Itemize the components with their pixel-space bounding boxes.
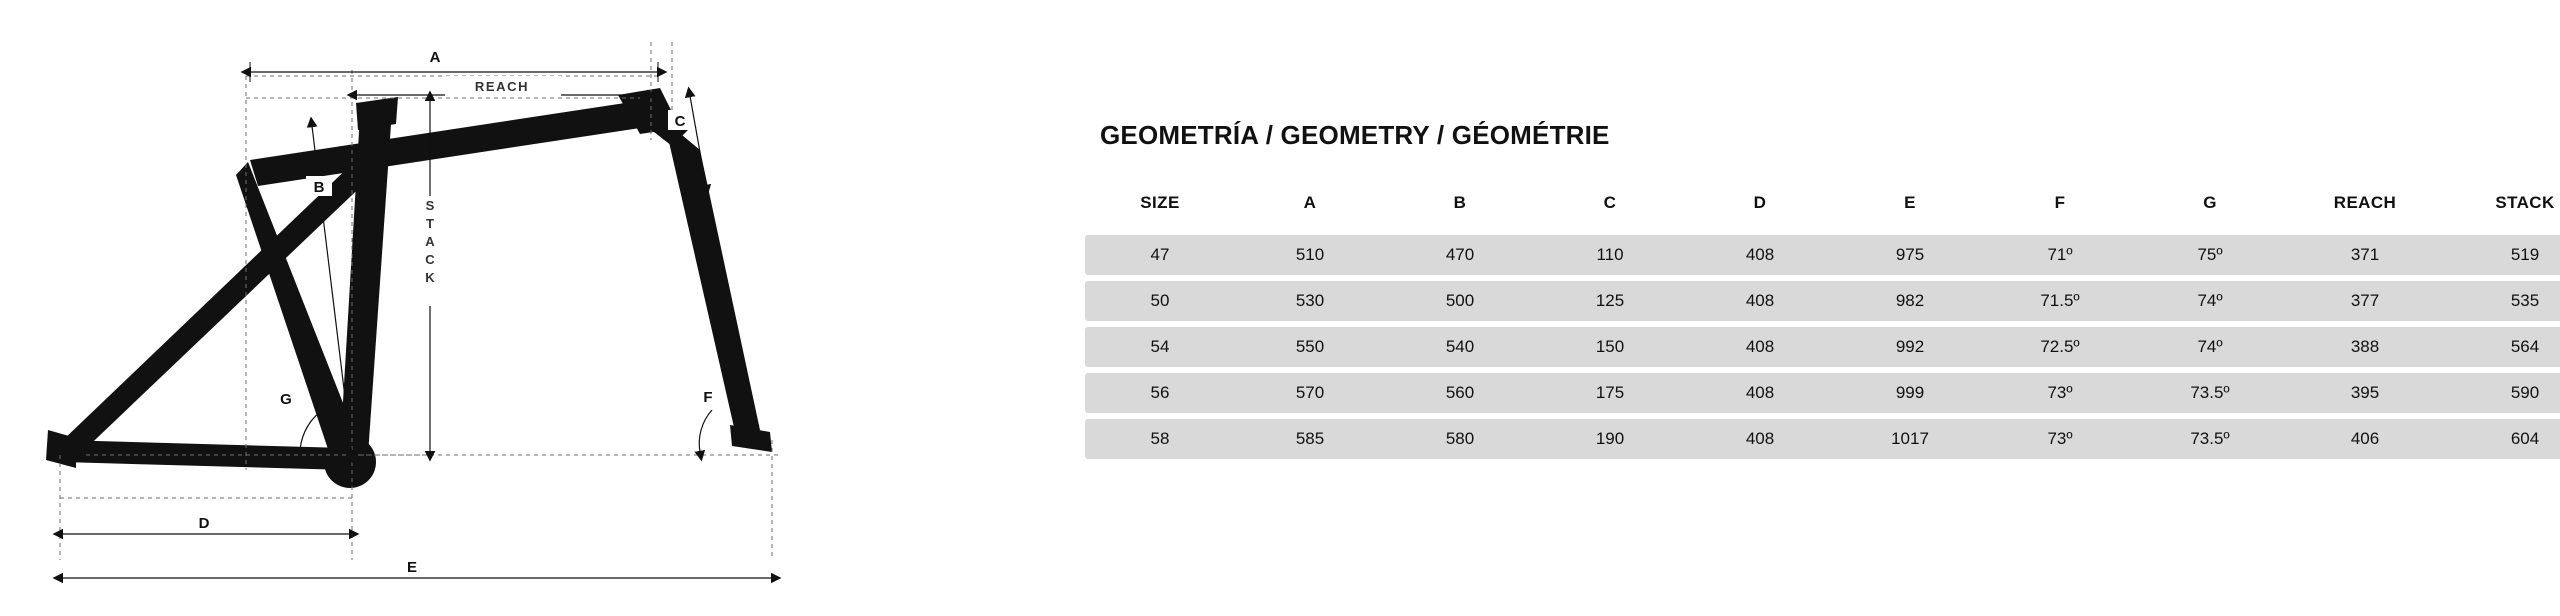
cell-size: 47 — [1085, 235, 1235, 275]
dimension-e — [62, 556, 772, 578]
cell-reach: 377 — [2285, 281, 2445, 321]
cell-f: 73º — [1985, 419, 2135, 459]
cell-b: 540 — [1385, 327, 1535, 367]
cell-g: 73.5º — [2135, 419, 2285, 459]
dimension-label-d: D — [198, 515, 210, 532]
cell-stack: 564 — [2445, 327, 2560, 367]
cell-e: 999 — [1835, 373, 1985, 413]
cell-e: 982 — [1835, 281, 1985, 321]
cell-stack: 604 — [2445, 419, 2560, 459]
dimension-label-b: B — [313, 179, 325, 196]
cell-c: 175 — [1535, 373, 1685, 413]
geometry-table — [1085, 187, 2560, 465]
cell-d: 408 — [1685, 235, 1835, 275]
frame-geometry-diagram — [0, 0, 1060, 616]
cell-a: 530 — [1235, 281, 1385, 321]
cell-f: 71.5º — [1985, 281, 2135, 321]
cell-reach: 371 — [2285, 235, 2445, 275]
cell-c: 125 — [1535, 281, 1685, 321]
cell-c: 110 — [1535, 235, 1685, 275]
dimension-label-e: E — [406, 559, 418, 576]
cell-a: 570 — [1235, 373, 1385, 413]
column-header-a: A — [1303, 193, 1317, 212]
geometry-table-title: GEOMETRÍA / GEOMETRY / GÉOMÉTRIE — [1100, 120, 1610, 150]
cell-stack: 590 — [2445, 373, 2560, 413]
cell-g: 75º — [2135, 235, 2285, 275]
dimension-f — [699, 389, 712, 452]
cell-d: 408 — [1685, 281, 1835, 321]
column-header-d: D — [1753, 193, 1767, 212]
stack-letter-k: K — [425, 270, 435, 285]
cell-d: 408 — [1685, 373, 1835, 413]
cell-c: 150 — [1535, 327, 1685, 367]
cell-reach: 388 — [2285, 327, 2445, 367]
cell-a: 550 — [1235, 327, 1385, 367]
table-row — [1085, 419, 2560, 459]
table-row — [1085, 235, 2560, 275]
cell-c: 190 — [1535, 419, 1685, 459]
frame-inner-cutouts — [92, 244, 336, 455]
column-header-g: G — [2203, 193, 2217, 212]
dimension-label-f: F — [703, 389, 713, 406]
cell-d: 408 — [1685, 419, 1835, 459]
column-header-c: C — [1603, 193, 1617, 212]
column-header-reach: REACH — [2333, 193, 2397, 212]
cell-reach: 406 — [2285, 419, 2445, 459]
table-header-row — [1085, 193, 2560, 229]
cell-size: 58 — [1085, 419, 1235, 459]
cell-a: 510 — [1235, 235, 1385, 275]
column-header-size: SIZE — [1140, 193, 1180, 212]
dimension-label-g: G — [280, 391, 292, 408]
table-row — [1085, 327, 2560, 367]
column-header-stack: STACK — [2495, 193, 2555, 212]
cell-stack: 519 — [2445, 235, 2560, 275]
cell-g: 74º — [2135, 281, 2285, 321]
cell-f: 73º — [1985, 373, 2135, 413]
cell-b: 470 — [1385, 235, 1535, 275]
cell-e: 975 — [1835, 235, 1985, 275]
column-header-e: E — [1904, 193, 1916, 212]
table-row — [1085, 281, 2560, 321]
cell-stack: 535 — [2445, 281, 2560, 321]
cell-size: 50 — [1085, 281, 1235, 321]
dimension-d — [62, 512, 350, 534]
column-header-b: B — [1453, 193, 1467, 212]
cell-e: 1017 — [1835, 419, 1985, 459]
cell-a: 585 — [1235, 419, 1385, 459]
stack-letter-a: A — [425, 234, 435, 249]
cell-f: 71º — [1985, 235, 2135, 275]
cell-size: 56 — [1085, 373, 1235, 413]
cell-size: 54 — [1085, 327, 1235, 367]
dimension-reach — [356, 76, 648, 96]
cell-g: 74º — [2135, 327, 2285, 367]
cell-d: 408 — [1685, 327, 1835, 367]
cell-b: 500 — [1385, 281, 1535, 321]
stack-letter-t: T — [426, 216, 434, 231]
cell-e: 992 — [1835, 327, 1985, 367]
stack-letter-c: C — [425, 252, 435, 267]
cell-b: 560 — [1385, 373, 1535, 413]
cell-g: 73.5º — [2135, 373, 2285, 413]
geometry-table-head — [1085, 193, 2560, 229]
column-header-f: F — [2054, 193, 2066, 212]
stack-letter-s: S — [425, 198, 435, 213]
table-row — [1085, 373, 2560, 413]
dimension-label-a: A — [429, 49, 441, 66]
cell-f: 72.5º — [1985, 327, 2135, 367]
cell-reach: 395 — [2285, 373, 2445, 413]
dimension-label-reach: REACH — [474, 79, 530, 94]
geometry-table-panel — [1085, 120, 2555, 465]
geometry-table-body — [1085, 235, 2560, 459]
dimension-label-c: C — [674, 113, 686, 130]
cell-b: 580 — [1385, 419, 1535, 459]
